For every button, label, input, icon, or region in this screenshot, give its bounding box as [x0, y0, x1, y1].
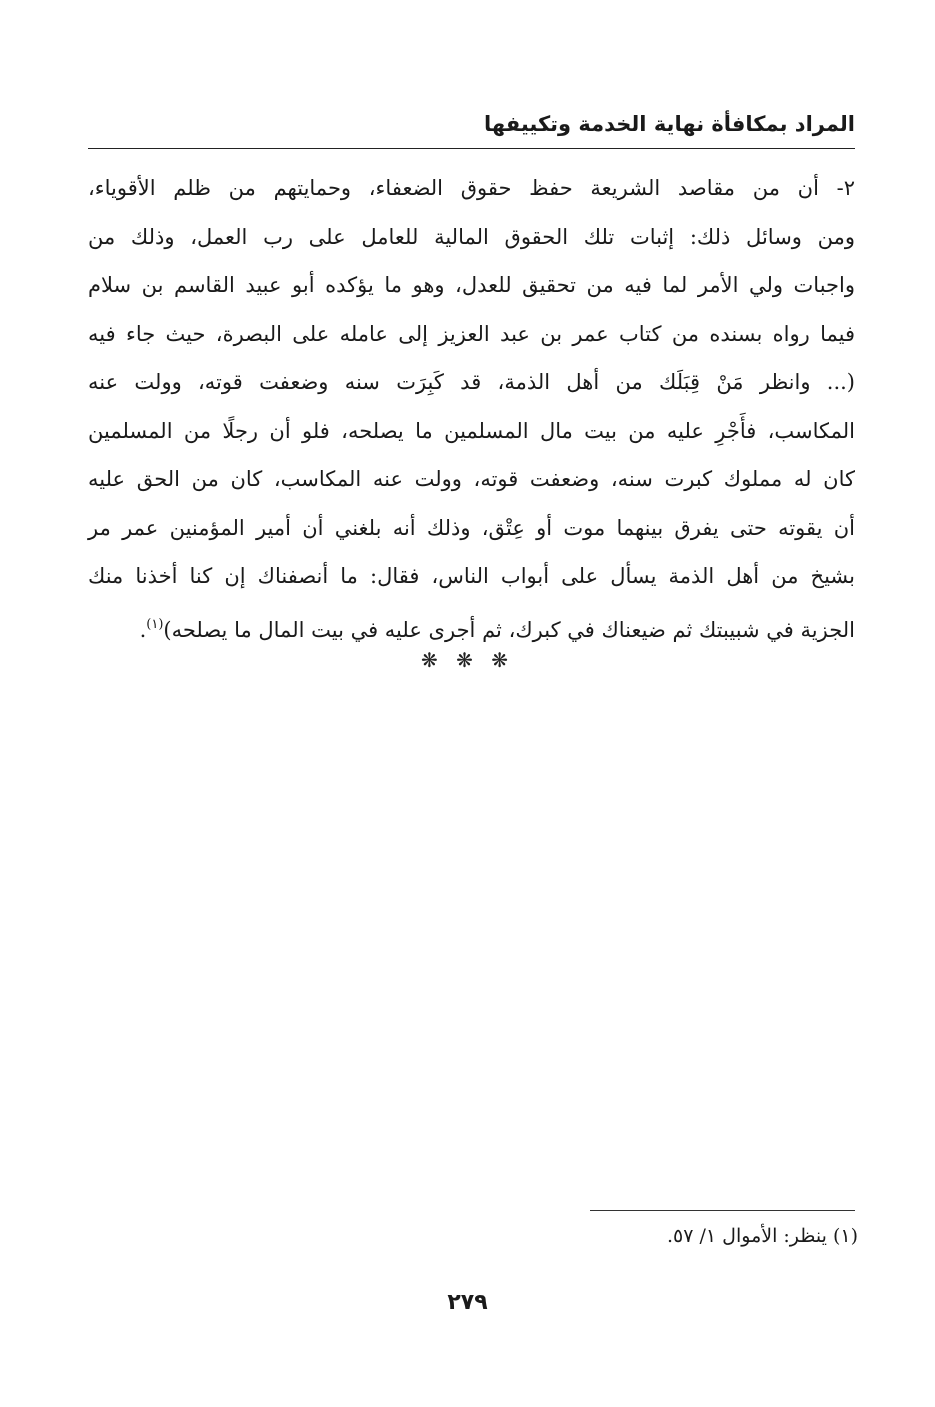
footnote-rule	[590, 1210, 855, 1211]
body-line: ٢- أن من مقاصد الشريعة حفظ حقوق الضعفاء، وحمايتهم من ظلم الأقوياء،	[88, 176, 855, 200]
end-punctuation: .	[139, 617, 147, 642]
running-header: المراد بمكافأة نهاية الخدمة وتكييفها	[483, 112, 855, 136]
body-line: بشيخ من أهل الذمة يسأل على أبواب الناس، فقال: ما أنصفناك إن كنا أخذنا منك	[88, 564, 855, 588]
body-line: أن يقوته حتى يفرق بينهما موت أو عِتْق، وذلك أنه بلغني أن أمير المؤمنين عمر مر	[88, 515, 855, 540]
body-line: كان له مملوك كبرت سنه، وضعفت قوته، وولت عنه المكاسب، كان من الحق عليه	[88, 467, 855, 491]
body-line: واجبات ولي الأمر لما فيه من تحقيق للعدل، وهو ما يؤكده أبو عبيد القاسم بن سلام	[88, 273, 855, 297]
page-number: ٢٧٩	[447, 1290, 488, 1315]
body-line: ومن وسائل ذلك: إثبات تلك الحقوق المالية للعامل على رب العمل، وذلك من	[88, 224, 855, 249]
section-separator: ❋ ❋ ❋	[421, 648, 514, 672]
body-line: فيما رواه بسنده من كتاب عمر بن عبد العزيز إلى عامله على البصرة، حيث جاء فيه	[88, 321, 855, 346]
footnote-1: (١) ينظر: الأموال ١/ ٥٧.	[667, 1225, 858, 1247]
body-line: (... وانظر مَنْ قِبَلَك من أهل الذمة، قد كَبِرَت سنه وضعفت قوته، وولت عنه	[88, 370, 855, 394]
header-rule	[88, 148, 855, 149]
body-text	[88, 164, 855, 649]
footnote-ref-1[interactable]: (١)	[146, 616, 164, 632]
body-line-text: الجزية في شبيبتك ثم ضيعناك في كبرك، ثم أجرى عليه في بيت المال ما يصلحه)	[163, 617, 855, 642]
body-line: المكاسب، فأَجْرِ عليه من بيت مال المسلمين ما يصلحه، فلو أن رجلًا من المسلمين	[88, 418, 855, 443]
body-line-last	[88, 601, 855, 650]
